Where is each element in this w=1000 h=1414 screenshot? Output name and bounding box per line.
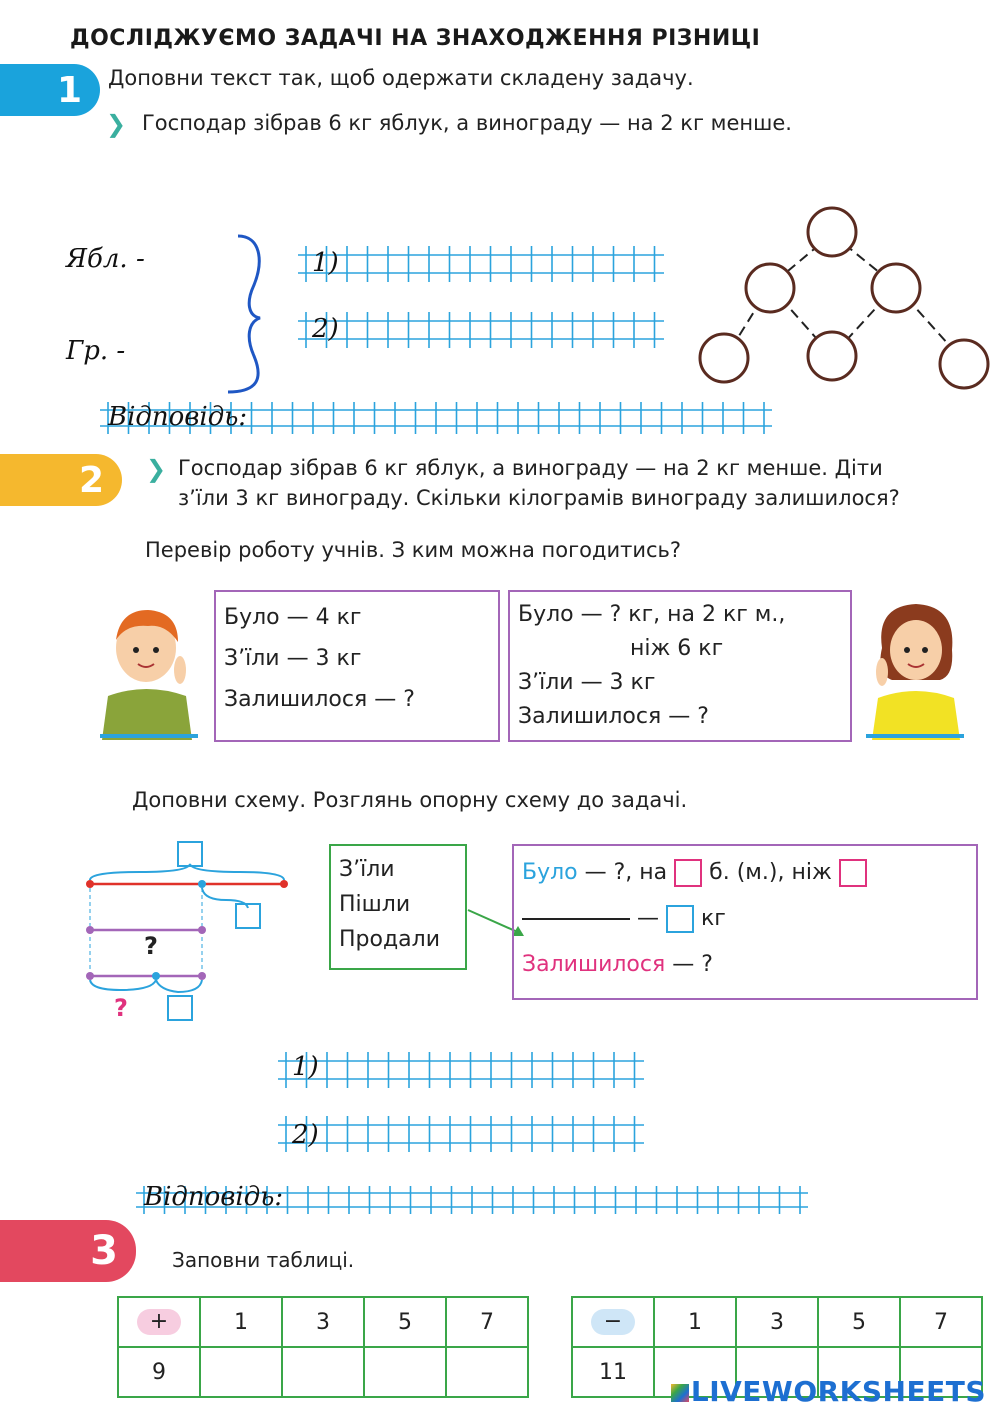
header-cell: 3: [736, 1297, 818, 1347]
template-unit: кг: [694, 906, 726, 932]
task-1-badge: [0, 64, 100, 116]
answer-label: Відповідь:: [144, 1182, 284, 1212]
task-1-statement: Господар зібрав 6 кг яблук, а винограду — на 2 кг менше.: [142, 111, 792, 135]
chevron-right-icon: ❯: [146, 455, 167, 483]
scheme-prompt: Доповни схему. Розглянь опорну схему до задачі.: [132, 788, 688, 812]
template-box: [512, 844, 978, 1000]
row-label-cell: 9: [118, 1347, 200, 1397]
table-plus: [117, 1296, 529, 1398]
label-grapes: Гр. -: [66, 336, 126, 366]
header-cell: 5: [818, 1297, 900, 1347]
step-2-label: 2): [312, 314, 339, 344]
template-line-1: [522, 850, 968, 896]
label-apples: Ябл. -: [66, 244, 145, 274]
template-mid: б. (м.), ніж: [702, 860, 839, 885]
header-cell: 7: [900, 1297, 982, 1347]
task-1-instruction: Доповни текст так, щоб одержати складену задачу.: [108, 66, 694, 90]
diagram-question-pink: ?: [114, 994, 128, 1022]
answer-label: Відповідь:: [108, 402, 248, 432]
table-row: [118, 1347, 528, 1397]
answer-cell[interactable]: [200, 1347, 282, 1397]
answer-grid-2[interactable]: [298, 306, 664, 354]
header-cell: 1: [200, 1297, 282, 1347]
girl-note-line: Було — ? кг, на 2 кг м.,: [518, 602, 786, 627]
boy-illustration: [96, 600, 202, 740]
girl-illustration: [862, 596, 968, 740]
boy-note-line: З’їли — 3 кг: [224, 646, 362, 672]
minus-icon: −: [591, 1309, 635, 1335]
circle-tree-diagram: [690, 200, 1000, 400]
plus-icon: +: [137, 1309, 181, 1335]
blue-box[interactable]: [666, 905, 694, 933]
action-item: Продали: [339, 927, 441, 953]
girl-note-line: З’їли — 3 кг: [518, 670, 656, 696]
step-1-label: 1): [312, 248, 339, 278]
header-cell: 1: [654, 1297, 736, 1347]
template-was-rest: — ?, на: [577, 860, 675, 885]
answer-grid-3[interactable]: [278, 1046, 644, 1094]
curly-brace: [220, 230, 270, 398]
table-row: [572, 1297, 982, 1347]
blank-line[interactable]: [522, 918, 630, 920]
page-title: ДОСЛІДЖУЄМО ЗАДАЧІ НА ЗНАХОДЖЕННЯ РІЗНИЦІ: [70, 26, 761, 51]
task-2-number: 2: [78, 459, 104, 501]
boy-note-line: Залишилося — ?: [224, 687, 415, 713]
task-2-badge: [0, 454, 122, 506]
action-item: З’їли: [339, 857, 395, 882]
pink-box-2[interactable]: [839, 859, 867, 887]
task-2-statement-line1: Господар зібрав 6 кг яблук, а винограду — на 2 кг менше. Діти: [178, 456, 883, 480]
task-3-number: 3: [90, 1228, 118, 1274]
template-left-q: — ?: [665, 952, 713, 978]
table-row: [118, 1297, 528, 1347]
task-1-number: 1: [56, 69, 82, 111]
answer-cell[interactable]: [446, 1347, 528, 1397]
template-left: Залишилося: [522, 952, 666, 978]
girl-note-line: ніж 6 кг: [630, 636, 724, 662]
segment-diagram: [80, 838, 300, 1028]
header-cell: 7: [446, 1297, 528, 1347]
boy-notes-box: [214, 590, 500, 742]
task-3-badge: [0, 1220, 136, 1282]
task-3-instruction: Заповни таблиці.: [172, 1248, 355, 1272]
answer-grid-4[interactable]: [278, 1110, 644, 1158]
step-2-label: 2): [292, 1120, 319, 1150]
header-cell: 3: [282, 1297, 364, 1347]
op-cell: [572, 1297, 654, 1347]
header-cell: 5: [364, 1297, 446, 1347]
template-line-2: [522, 896, 968, 942]
template-line-3: [522, 942, 968, 988]
answer-grid-1[interactable]: [298, 240, 664, 288]
action-item: Пішли: [339, 892, 411, 918]
boy-note-line: Було — 4 кг: [224, 605, 362, 630]
pink-box-1[interactable]: [674, 859, 702, 887]
chevron-right-icon: ❯: [106, 110, 127, 138]
girl-note-line: Залишилося — ?: [518, 704, 709, 730]
template-was: Було: [522, 860, 578, 885]
actions-box: [329, 844, 467, 970]
logo-text: LIVEWORKSHEETS: [690, 1375, 986, 1408]
template-dash: —: [630, 906, 666, 932]
logo-mark-icon: [671, 1384, 689, 1402]
answer-cell[interactable]: [282, 1347, 364, 1397]
answer-cell[interactable]: [364, 1347, 446, 1397]
step-1-label: 1): [292, 1052, 319, 1082]
row-label-cell: 11: [572, 1347, 654, 1397]
diagram-question-purple: ?: [144, 932, 158, 960]
liveworksheets-logo: [671, 1375, 986, 1408]
task-2-statement-line2: з’їли 3 кг винограду. Скільки кілограмів винограду залишилося?: [178, 486, 900, 510]
check-prompt: Перевір роботу учнів. З ким можна погодитись?: [145, 538, 682, 562]
girl-notes-box: [508, 590, 852, 742]
op-cell: [118, 1297, 200, 1347]
